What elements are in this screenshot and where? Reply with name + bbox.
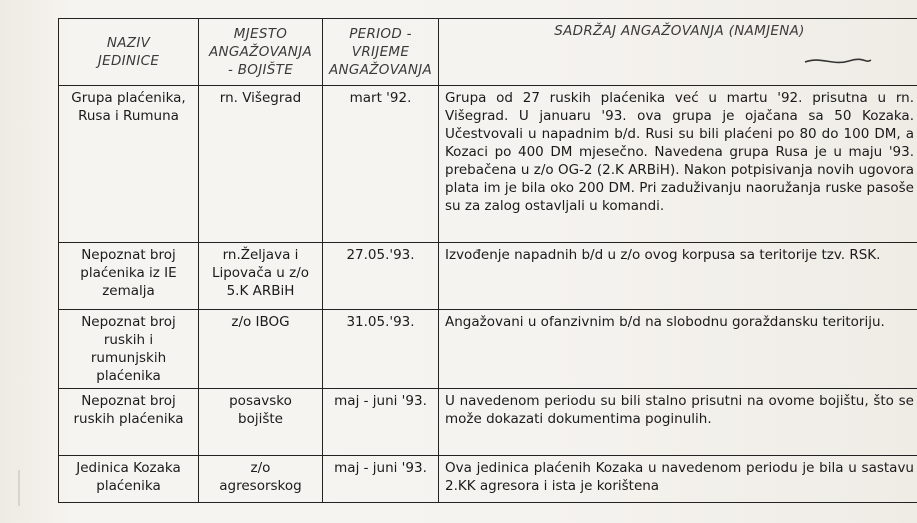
period-cell: maj - juni '93.	[323, 389, 439, 456]
table-row	[59, 243, 917, 310]
unit-name-cell: Nepoznat broj ruskih i rumunjskih plaćenika	[59, 310, 199, 389]
content-cell: Grupa od 27 ruskih plaćenika već u martu '92. prisutna u rn. Višegrad. U januaru '93. ova grupa je ojačana sa 50 Kozaka. Učestvovali u napadnim b/d. Rusi su bili plaćeni po 80 do 100 DM, a Kozaci po 400 DM mjesečno. Navedena grupa Rusa je u maju '93. prebačena u z/o OG-2 (2.K ARBiH). Nakon potpisivanja novih ugovora plata im je bila oko 200 DM. Pri zaduživanju naoružanja ruske pasoše su za zalog ostavljali u komandi.	[439, 86, 917, 243]
table-row	[59, 389, 917, 456]
header-engagement-place: MJESTO ANGAŽOVANJA - BOJIŠTE	[199, 19, 323, 86]
unit-name-cell: Nepoznat broj plaćenika iz IE zemalja	[59, 243, 199, 310]
place-cell: z/o IBOG	[199, 310, 323, 389]
table-row	[59, 310, 917, 389]
mercenary-table	[58, 18, 917, 503]
margin-line	[18, 470, 20, 506]
place-cell: posavsko bojište	[199, 389, 323, 456]
place-cell: rn. Višegrad	[199, 86, 323, 243]
period-cell: maj - juni '93.	[323, 456, 439, 503]
unit-name-cell: Nepoznat broj ruskih plaćenika	[59, 389, 199, 456]
handwritten-mark-icon	[803, 52, 873, 70]
content-cell: Ova jedinica plaćenih Kozaka u navedenom periodu je bila u sastavu 2.KK agresora i ista je korištena	[439, 456, 917, 503]
header-engagement-content: SADRŽAJ ANGAŽOVANJA (NAMJENA)	[439, 19, 917, 86]
table-header-row	[59, 19, 917, 86]
period-cell: mart '92.	[323, 86, 439, 243]
header-unit-name: NAZIV JEDINICE	[59, 19, 199, 86]
unit-name-cell: Grupa plaćenika, Rusa i Rumuna	[59, 86, 199, 243]
content-cell: U navedenom periodu su bili stalno prisutni na ovome bojištu, što se može dokazati dokumentima poginulih.	[439, 389, 917, 456]
content-cell: Izvođenje napadnih b/d u z/o ovog korpusa sa teritorije tzv. RSK.	[439, 243, 917, 310]
unit-name-cell: Jedinica Kozaka plaćenika	[59, 456, 199, 503]
place-cell: z/o agresorskog	[199, 456, 323, 503]
place-cell: rn.Željava i Lipovača u z/o 5.K ARBiH	[199, 243, 323, 310]
content-cell: Angažovani u ofanzivnim b/d na slobodnu goraždansku teritoriju.	[439, 310, 917, 389]
table-row	[59, 456, 917, 503]
period-cell: 27.05.'93.	[323, 243, 439, 310]
table-row	[59, 86, 917, 243]
period-cell: 31.05.'93.	[323, 310, 439, 389]
header-engagement-period: PERIOD - VRIJEME ANGAŽOVANJA	[323, 19, 439, 86]
